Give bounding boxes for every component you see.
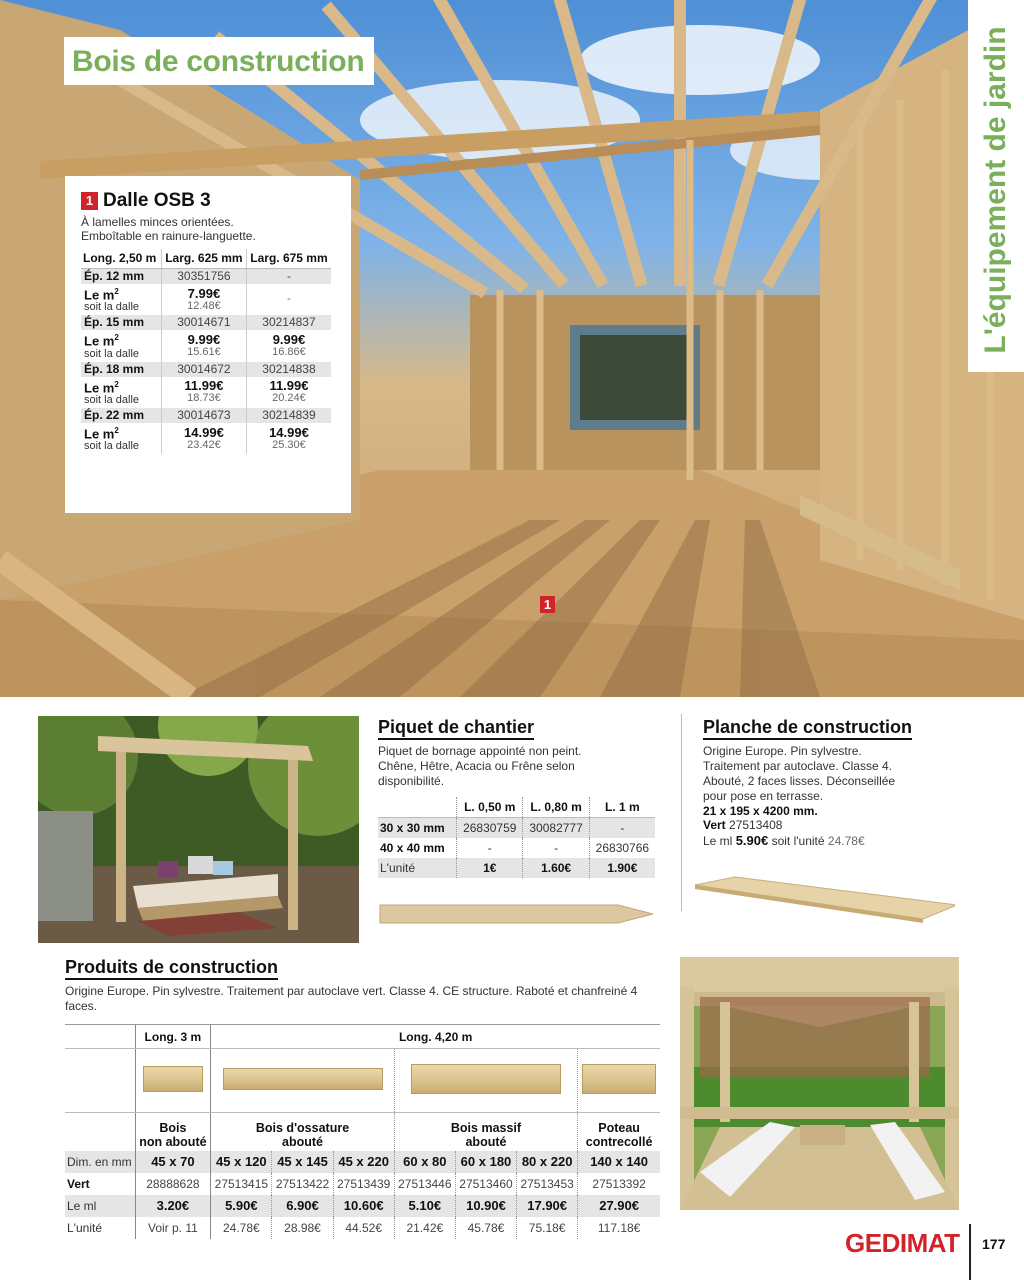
- price-m2: 9.99€: [272, 331, 306, 347]
- produits-description: Origine Europe. Pin sylvestre. Traitement par autoclave vert. Classe 4. CE structure. Raboté et chanfreiné 4 faces.: [65, 984, 638, 1013]
- length-3m: Long. 3 m: [135, 1025, 211, 1049]
- footer-divider: [969, 1224, 971, 1280]
- osb-panel: [65, 176, 351, 513]
- price-m2: 7.99€: [187, 285, 221, 301]
- row-label: Dim. en mm: [65, 1151, 135, 1173]
- name-line: Bois massif: [450, 1120, 522, 1135]
- table-header: [81, 249, 331, 269]
- table-row: [81, 362, 331, 377]
- table-cell: -: [523, 838, 589, 858]
- dim-cell: 45 x 120: [211, 1151, 272, 1173]
- planche-desc-line: Origine Europe. Pin sylvestre.: [703, 744, 862, 758]
- side-tab-label: L'équipement de jardin: [979, 26, 1012, 354]
- table-cell: -: [589, 818, 655, 839]
- osb-title: Dalle OSB 3: [103, 190, 211, 211]
- stake-image: [378, 898, 658, 928]
- table-row: [81, 330, 331, 361]
- price-m2: 14.99€: [269, 424, 309, 440]
- gazebo-photo: [680, 957, 959, 1210]
- unit-price: 24.78€: [827, 834, 865, 848]
- planche-desc-line: Traitement par autoclave. Classe 4.: [703, 759, 892, 773]
- price-label-text: Le m: [84, 287, 115, 303]
- row-label: Vert: [67, 1176, 90, 1191]
- produits-section: [65, 956, 660, 1239]
- vert-ref: 27513408: [729, 818, 783, 832]
- ml-price-cell: 3.20€: [135, 1195, 211, 1217]
- table-row: [81, 377, 331, 408]
- name-massif: [394, 1113, 577, 1151]
- ref-cell: 27513460: [455, 1173, 516, 1195]
- price-label: Le $m^2$ soit la dalle: [81, 284, 161, 315]
- row-label: 30 x 30 mm: [378, 818, 457, 839]
- price-m2: -: [287, 293, 291, 306]
- dim-cell: 60 x 180: [455, 1151, 516, 1173]
- ref-675: -: [246, 269, 331, 285]
- ml-price-cell: 5.90€: [211, 1195, 272, 1217]
- price-label-text: Le m: [84, 333, 115, 349]
- table-header: [378, 797, 655, 818]
- table-cell: -: [457, 838, 523, 858]
- column-header: L. 0,50 m: [457, 797, 523, 818]
- price-m2: 9.99€: [187, 331, 221, 347]
- name-line: abouté: [282, 1134, 323, 1149]
- table-row: [378, 858, 655, 878]
- price-m2: 11.99€: [184, 378, 224, 394]
- name-line: Bois d'ossature: [255, 1120, 350, 1135]
- product-names: [65, 1113, 660, 1151]
- empty-cell: [65, 1049, 135, 1113]
- ref-625: 30014672: [161, 362, 246, 377]
- empty-header: [378, 797, 457, 818]
- ref-625: 30351756: [161, 269, 246, 285]
- ml-price-cell: 10.90€: [455, 1195, 516, 1217]
- name-line: Poteau: [598, 1120, 640, 1135]
- piquet-desc-line: Piquet de bornage appointé non peint.: [378, 744, 582, 758]
- price-slab: 12.48€: [187, 299, 221, 312]
- page-number: 177: [982, 1236, 1006, 1252]
- column-header: Larg. 675 mm: [246, 249, 331, 269]
- piquet-desc-line: disponibilité.: [378, 774, 445, 788]
- price-slab: 25.30€: [272, 438, 306, 451]
- ml-price-cell: 5.10€: [394, 1195, 455, 1217]
- name-line: Bois: [159, 1120, 187, 1135]
- swing-bed-photo: [38, 716, 359, 943]
- osb-desc-line: Emboîtable en rainure-languette.: [81, 229, 256, 243]
- price-label: Le $m^2$ soit la dalle: [81, 330, 161, 361]
- price-slab: 23.42€: [187, 438, 221, 451]
- table-row: [81, 408, 331, 423]
- price-label-text: Le m: [84, 426, 115, 442]
- price-label: Le $m^2$ soit la dalle: [81, 423, 161, 454]
- ml-price: 5.90€: [735, 833, 769, 848]
- beam-image: [143, 1066, 203, 1092]
- swing-bed-illustration: [38, 716, 359, 943]
- price-slab: 18.73€: [187, 392, 221, 405]
- price-675: [246, 284, 331, 315]
- table-row: [65, 1217, 660, 1239]
- unit-price-cell: 117.18€: [578, 1217, 660, 1239]
- osb-description: [81, 215, 333, 243]
- osb-desc-line: À lamelles minces orientées.: [81, 215, 234, 229]
- dim-cell: 140 x 140: [578, 1151, 660, 1173]
- ml-label: Le ml: [703, 834, 733, 848]
- price-625: [161, 423, 246, 454]
- ref-625: 30014671: [161, 315, 246, 330]
- produits-title: Produits de construction: [65, 956, 278, 980]
- price-m2: 11.99€: [269, 378, 309, 394]
- thickness-label: Ép. 15 mm: [81, 315, 161, 330]
- price-625: [161, 330, 246, 361]
- planche-desc-line: pour pose en terrasse.: [703, 789, 824, 803]
- column-header: Larg. 625 mm: [161, 249, 246, 269]
- ref-675: 30214839: [246, 408, 331, 423]
- dim-cell: 45 x 70: [135, 1151, 211, 1173]
- ref-cell: 27513439: [333, 1173, 394, 1195]
- column-header: L. 0,80 m: [523, 797, 589, 818]
- name-line: abouté: [465, 1134, 507, 1149]
- table-row: [378, 818, 655, 839]
- unit-price-cell: 24.78€: [211, 1217, 272, 1239]
- price-cell: 1.60€: [523, 858, 589, 878]
- planche-price-line: [703, 833, 923, 849]
- unit-price-cell: 75.18€: [517, 1217, 578, 1239]
- price-slab: 15.61€: [187, 345, 221, 358]
- piquet-description: [378, 744, 658, 789]
- plank-image: [695, 863, 955, 933]
- unit-price-cell: 21.42€: [394, 1217, 455, 1239]
- slab-label: soit la dalle: [84, 347, 140, 360]
- dim-cell: 45 x 220: [333, 1151, 394, 1173]
- ml-price-cell: 6.90€: [272, 1195, 333, 1217]
- piquet-title: Piquet de chantier: [378, 716, 534, 740]
- planche-section: [703, 716, 923, 933]
- thickness-label: Ép. 18 mm: [81, 362, 161, 377]
- table-row: [378, 838, 655, 858]
- ref-675: 30214837: [246, 315, 331, 330]
- beam-image: [411, 1064, 561, 1094]
- unit-price-cell: Voir p. 11: [135, 1217, 211, 1239]
- gazebo-illustration: [680, 957, 959, 1210]
- produits-table: [65, 1024, 660, 1239]
- dim-cell: 80 x 220: [517, 1151, 578, 1173]
- beam-image: [223, 1068, 383, 1090]
- section-title: Bois de construction: [64, 37, 374, 85]
- price-m2: 14.99€: [184, 424, 224, 440]
- table-row: [65, 1151, 660, 1173]
- column-divider: [681, 714, 682, 911]
- planche-ref-line: [703, 818, 923, 833]
- table-cell: 26830759: [457, 818, 523, 839]
- ref-625: 30014673: [161, 408, 246, 423]
- beam-image: [582, 1064, 656, 1094]
- name-ossature: [211, 1113, 394, 1151]
- row-label: Le ml: [65, 1195, 135, 1217]
- table-row: [65, 1173, 660, 1195]
- unit-price-cell: 44.52€: [333, 1217, 394, 1239]
- name-poteau: [578, 1113, 660, 1151]
- slab-label: soit la dalle: [84, 440, 140, 453]
- row-label: L'unité: [67, 1220, 102, 1235]
- table-cell: 26830766: [589, 838, 655, 858]
- name-line: non abouté: [139, 1134, 207, 1149]
- price-cell: 1.90€: [589, 858, 655, 878]
- length-420: Long. 4,20 m: [211, 1025, 660, 1049]
- ref-675: 30214838: [246, 362, 331, 377]
- table-row: [81, 284, 331, 315]
- ossature-image-cell: [211, 1049, 394, 1113]
- price-675: [246, 330, 331, 361]
- brand-logo: GEDIMAT: [845, 1228, 960, 1258]
- column-header: L. 1 m: [589, 797, 655, 818]
- unit-price-cell: 45.78€: [455, 1217, 516, 1239]
- vert-label: Vert: [703, 818, 726, 832]
- planche-desc-line: Abouté, 2 faces lisses. Déconseillée: [703, 774, 896, 788]
- ref-cell: 27513422: [272, 1173, 333, 1195]
- osb-marker: 1: [81, 192, 98, 210]
- product-images: [65, 1049, 660, 1113]
- massif-image-cell: [394, 1049, 577, 1113]
- side-tab: [968, 0, 1024, 372]
- bois-image-cell: [135, 1049, 211, 1113]
- slab-label: soit la dalle: [84, 301, 140, 314]
- price-625: [161, 377, 246, 408]
- unit-label: soit l'unité: [771, 834, 825, 848]
- price-label-text: Le m: [84, 379, 115, 395]
- poteau-image-cell: [578, 1049, 660, 1113]
- osb-title-row: [81, 190, 333, 212]
- unit-price-cell: 28.98€: [272, 1217, 333, 1239]
- table-row: [65, 1195, 660, 1217]
- price-slab: 20.24€: [272, 392, 306, 405]
- hero-product-marker: 1: [540, 596, 555, 613]
- name-bois: [135, 1113, 211, 1151]
- thickness-label: Ép. 12 mm: [81, 269, 161, 285]
- ref-cell: 27513415: [211, 1173, 272, 1195]
- planche-title: Planche de construction: [703, 716, 912, 740]
- empty-header: [65, 1025, 135, 1049]
- price-675: [246, 423, 331, 454]
- ml-price-cell: 27.90€: [578, 1195, 660, 1217]
- planche-description: [703, 744, 923, 804]
- piquet-desc-line: Chêne, Hêtre, Acacia ou Frêne selon: [378, 759, 575, 773]
- piquet-section: [378, 716, 658, 928]
- price-label: Le $m^2$ soit la dalle: [81, 377, 161, 408]
- ml-price-cell: 17.90€: [517, 1195, 578, 1217]
- ref-cell: 28888628: [135, 1173, 211, 1195]
- ref-cell: 27513446: [394, 1173, 455, 1195]
- row-label: 40 x 40 mm: [380, 841, 445, 855]
- table-row: [81, 315, 331, 330]
- ref-cell: 27513392: [578, 1173, 660, 1195]
- row-label: L'unité: [378, 858, 457, 878]
- ml-price-cell: 10.60€: [333, 1195, 394, 1217]
- price-625: [161, 284, 246, 315]
- planche-dimensions: 21 x 195 x 4200 mm.: [703, 804, 818, 818]
- dim-cell: 45 x 145: [272, 1151, 333, 1173]
- thickness-label: Ép. 22 mm: [81, 408, 161, 423]
- price-675: [246, 377, 331, 408]
- table-row: [81, 423, 331, 454]
- column-header: Long. 2,50 m: [81, 249, 161, 269]
- piquet-table: [378, 797, 655, 878]
- price-slab: 16.86€: [272, 345, 306, 358]
- empty-cell: [65, 1113, 135, 1151]
- price-cell: 1€: [457, 858, 523, 878]
- length-header: [65, 1025, 660, 1049]
- dim-cell: 60 x 80: [394, 1151, 455, 1173]
- name-line: contrecollé: [585, 1134, 653, 1149]
- ref-cell: 27513453: [517, 1173, 578, 1195]
- osb-price-table: [81, 249, 331, 454]
- slab-label: soit la dalle: [84, 393, 140, 406]
- table-cell: 30082777: [523, 818, 589, 839]
- table-row: [81, 269, 331, 285]
